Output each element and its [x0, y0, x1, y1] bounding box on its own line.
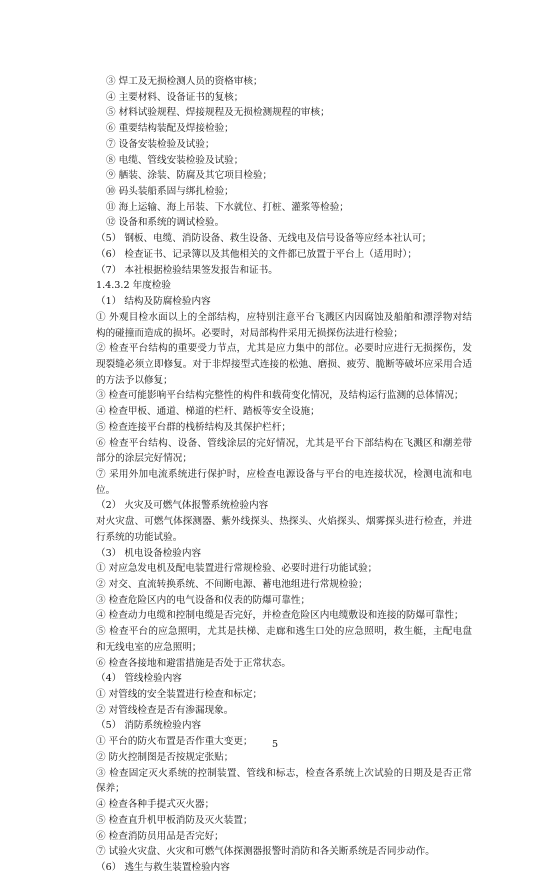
text-line: （7） 本社根据检验结果签发报告和证书。: [96, 264, 278, 276]
text-line: ⑤ 检查连接平台群的栈桥结构及其保护栏杆；: [96, 421, 291, 433]
text-line: ② 检查平台结构的重要受力节点，尤其是应力集中的部位。必要时应进行无损探伤，发现裂缝必须立即修复。对于非焊接型式连接的松弛、磨损、疲劳、脆断等破坏应采用合适的方法予以修复；: [96, 343, 472, 386]
text-line: ⑥ 检查平台结构、设备、管线涂层的完好情况，尤其是平台下部结构在飞溅区和潮差带部分的涂层完好情况；: [96, 437, 472, 465]
text-line: ① 外观目检水面以上的全部结构，应特别注意平台飞溅区内因腐蚀及船舶和漂浮物对结构的碰撞而造成的损坏。必要时，对局部构件采用无损探伤法进行检验；: [96, 311, 472, 339]
text-line: 1.4.3.2 年度检验: [96, 280, 171, 292]
text-line: ③ 检查固定灭火系统的控制装置、管线和标志，检查各系统上次试验的日期及是否正常保养；: [96, 767, 472, 795]
text-line: ② 防火控制图是否按规定张贴；: [96, 751, 234, 763]
text-line: （3） 机电设备检验内容: [96, 547, 202, 559]
text-line: （5） 消防系统检验内容: [96, 720, 202, 732]
text-line: ② 对交、直流转换系统、不间断电源、蓄电池组进行常规检验；: [96, 579, 368, 590]
text-line: （4） 管线检验内容: [96, 673, 182, 685]
text-line: （6） 逃生与救生装置检验内容: [96, 861, 230, 873]
text-line: ⑤ 检查直升机甲板消防及灭火装置；: [96, 814, 253, 826]
text-line: ⑥ 重要结构装配及焊接检验；: [106, 123, 234, 135]
text-line: （6） 检查证书、记录簿以及其他相关的文件都已放置于平台上（适用时）；: [96, 248, 417, 260]
text-line: ⑫ 设备和系统的调试检验。: [106, 217, 225, 229]
text-line: ④ 主要材料、设备证书的复核；: [106, 91, 244, 103]
text-line: ① 对管线的安全装置进行检查和标定；: [96, 689, 263, 701]
text-line: （1） 结构及防腐检验内容: [96, 296, 211, 308]
text-line: 对火灾盘、可燃气体探测器、紫外线探头、热探头、火焰探头、烟雾探头进行检查，并进行系统的功能试验。: [96, 516, 472, 543]
text-line: ⑤ 材料试验规程、焊接规程及无损检测规程的审核；: [106, 107, 330, 119]
text-line: ⑥ 检查各接地和避雷措施是否处于正常状态。: [96, 657, 291, 669]
text-line: ⑩ 码头装船系固与绑扎检验；: [106, 186, 234, 198]
text-line: ① 平台的防火布置是否作重大变更；: [96, 736, 253, 748]
text-line: ⑨ 舾装、涂装、防腐及其它项目检验；: [106, 170, 273, 182]
text-line: ⑦ 设备安装检验及试验；: [106, 138, 215, 150]
text-line: ③ 焊工及无损检测人员的资格审核；: [106, 76, 263, 87]
text-line: ⑦ 试验火灾盘、火灾和可燃气体探测器报警时消防和各关断系统是否同步动作。: [96, 846, 435, 858]
text-line: ② 对管线检查是否有渗漏现象。: [96, 704, 234, 716]
text-line: （2） 火灾及可燃气体报警系统检验内容: [96, 500, 269, 512]
text-line: ⑥ 检查消防员用品是否完好；: [96, 830, 224, 842]
text-line: ③ 检查可能影响平台结构完整性的构件和载荷变化情况，及结构运行监测的总体情况；: [96, 390, 464, 402]
text-line: ⑤ 检查平台的应急照明，尤其是扶梯、走廊和逃生口处的应急照明，救生艇，主配电盘和无线电室的应急照明；: [96, 626, 472, 653]
text-line: ⑧ 电缆、管线安装检验及试验；: [106, 154, 244, 166]
text-line: ④ 检查各种手提式灭火器；: [96, 799, 215, 811]
text-line: （5） 钢板、电缆、消防设备、救生设备、无线电及信号设备等应经本社认可；: [96, 233, 432, 245]
text-line: ⑪ 海上运输、海上吊装、下水就位、打桩、灌浆等检验；: [106, 201, 349, 213]
document-body: [86, 74, 472, 876]
text-line: ⑦ 采用外加电流系统进行保护时，应检查电源设备与平台的电连接状况，检测电流和电位。: [96, 468, 472, 496]
text-line: ① 对应急发电机及配电装置进行常规检验、必要时进行功能试验；: [96, 563, 378, 575]
text-line: ③ 检查危险区内的电气设备和仪表的防爆可靠性；: [96, 594, 311, 606]
text-line: ④ 检查动力电缆和控制电缆是否完好，并检查危险区内电缆敷设和连接的防爆可靠性；: [96, 610, 464, 622]
text-line: ④ 检查甲板、通道、梯道的栏杆、踏板等安全设施；: [96, 406, 320, 418]
page-number: 5: [271, 739, 279, 750]
